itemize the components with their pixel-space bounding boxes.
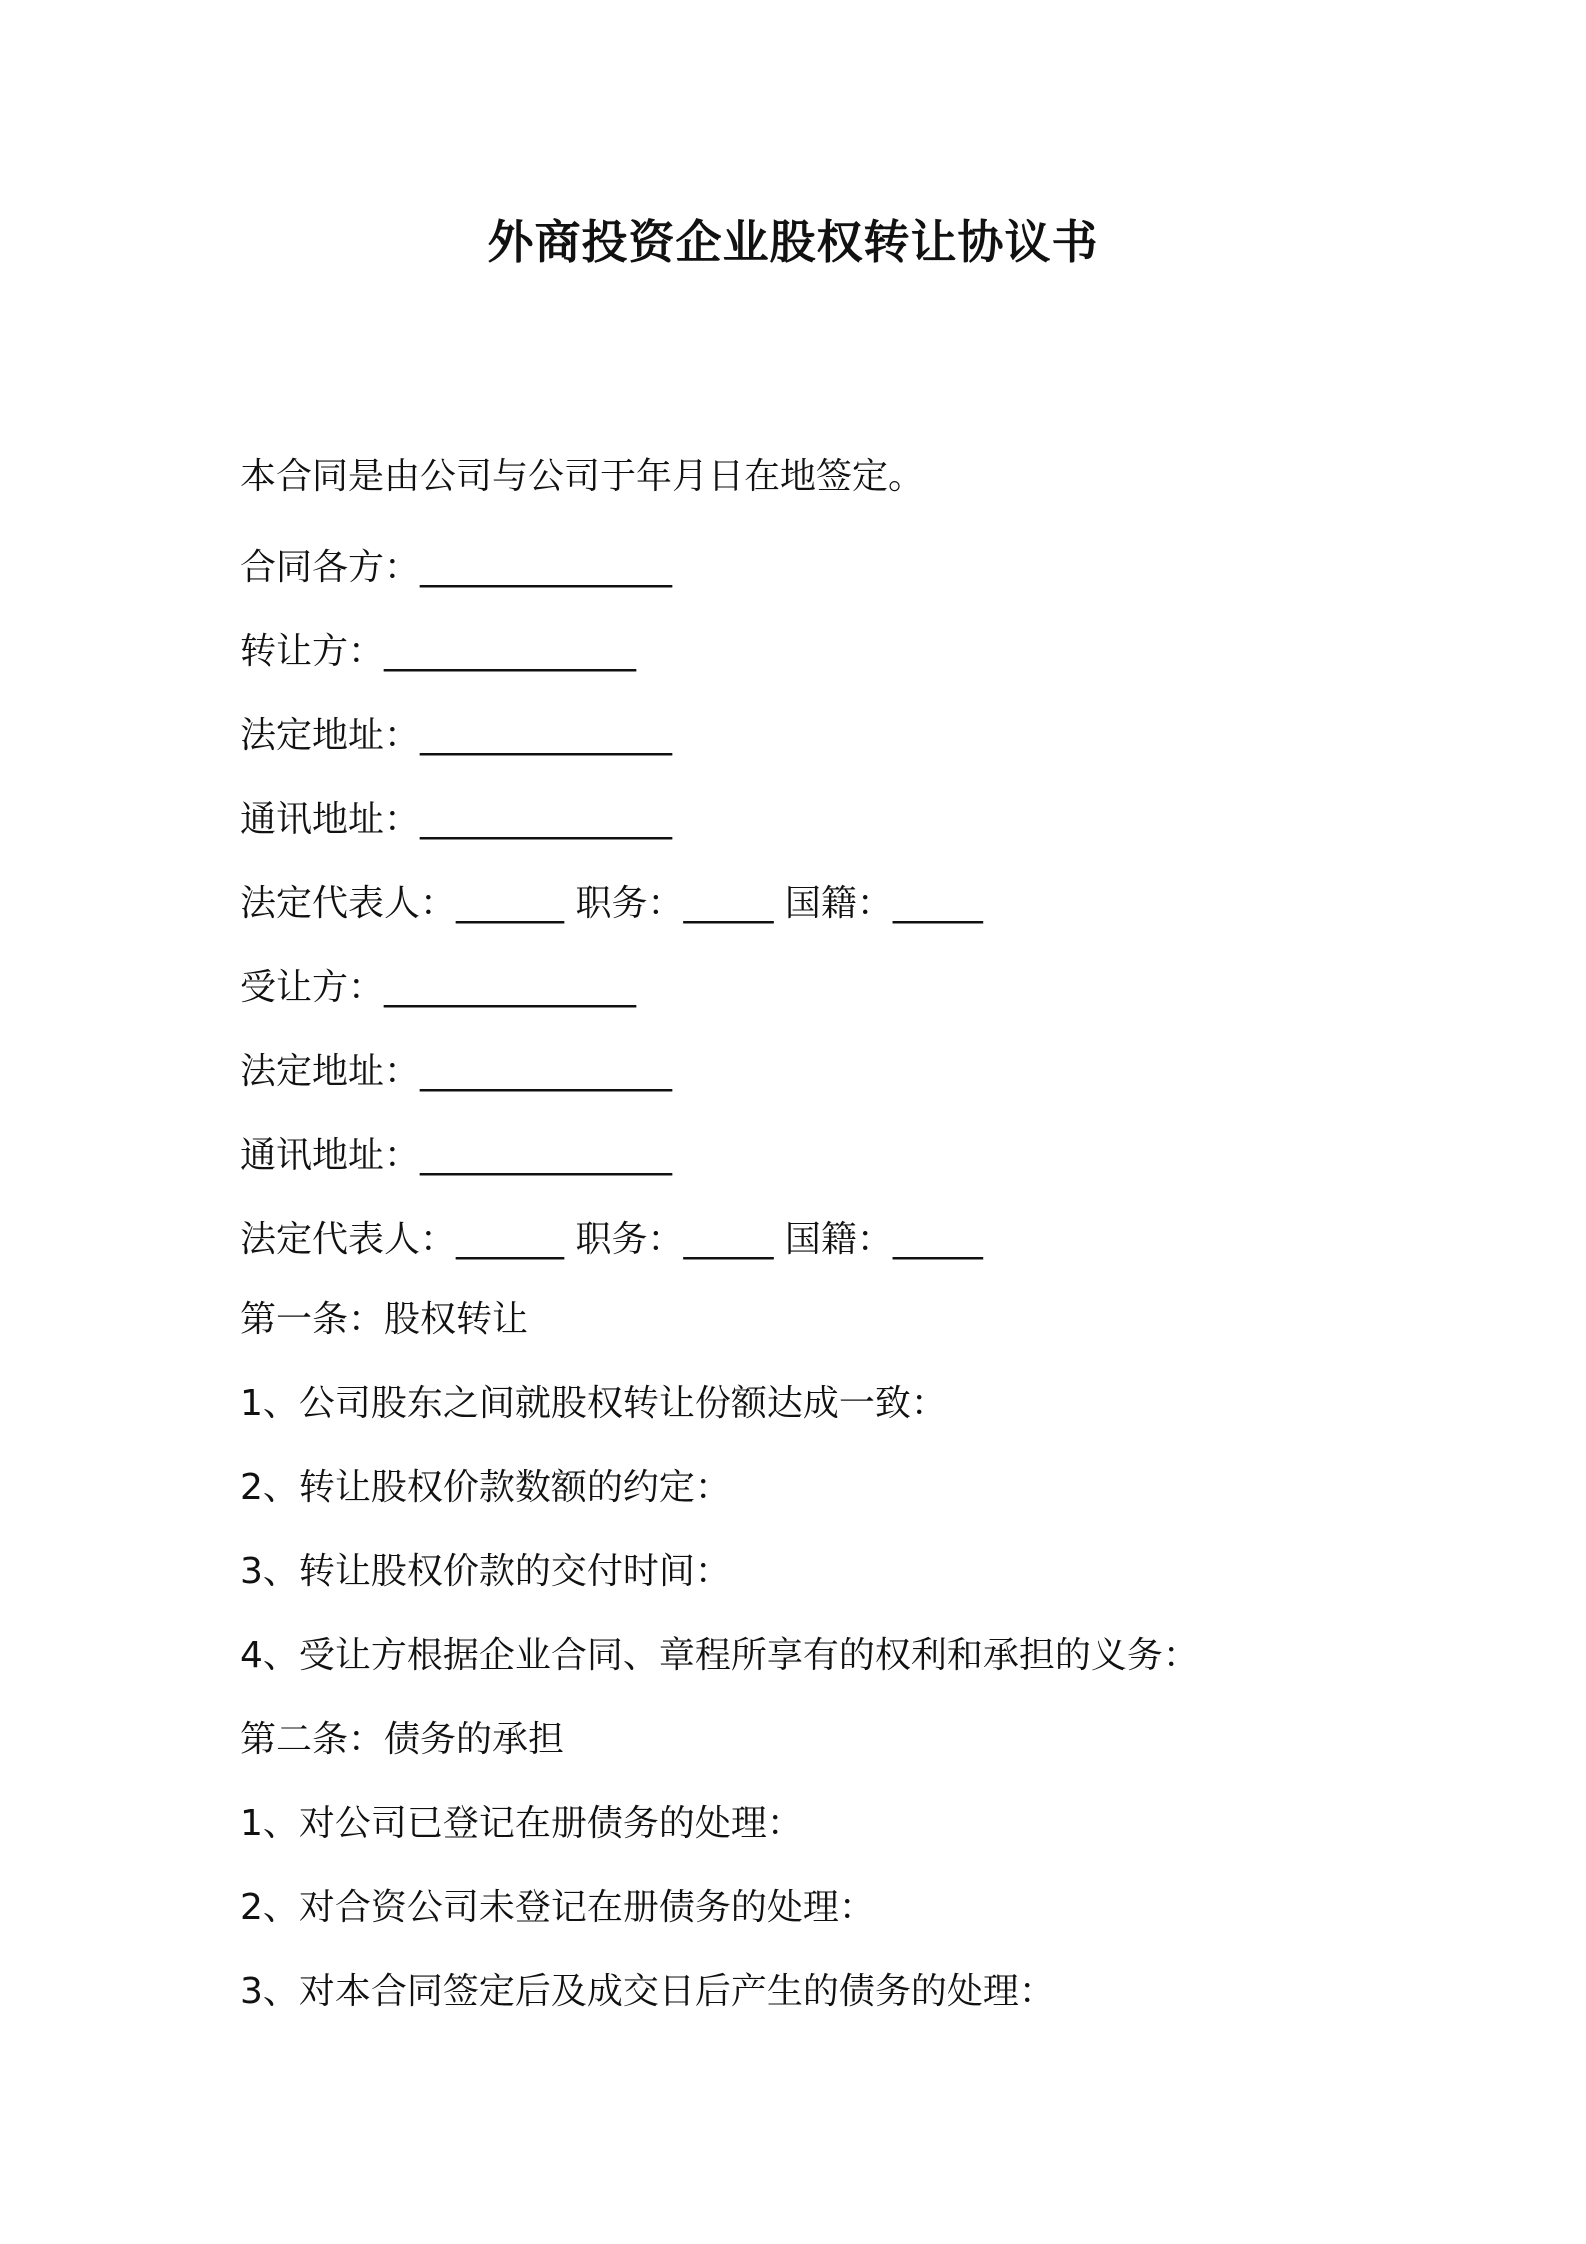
intro-line: 本合同是由公司与公司于年月日在地签定。	[240, 456, 925, 497]
article-two-item-1: 1、对公司已登记在册债务的处理：	[240, 1803, 803, 1844]
contract-parties-line: 合同各方：______________	[240, 547, 673, 588]
document-title: 外商投资企业股权转让协议书	[487, 215, 1099, 269]
transferor-legal-address-line: 法定地址：______________	[240, 715, 673, 756]
transferee-line: 受让方：______________	[240, 967, 637, 1008]
article-one-item-4: 4、受让方根据企业合同、章程所享有的权利和承担的义务：	[240, 1635, 1199, 1676]
article-one-item-2: 2、转让股权价款数额的约定：	[240, 1467, 731, 1508]
transferor-mailing-address-line: 通讯地址：______________	[240, 799, 673, 840]
transferee-representative-line: 法定代表人：______ 职务：_____ 国籍：_____	[240, 1219, 983, 1260]
transferor-line: 转让方：______________	[240, 631, 637, 672]
article-two-heading: 第二条：债务的承担	[240, 1719, 565, 1760]
article-one-item-3: 3、转让股权价款的交付时间：	[240, 1551, 731, 1592]
transferee-mailing-address-line: 通讯地址：______________	[240, 1135, 673, 1176]
article-two-item-2: 2、对合资公司未登记在册债务的处理：	[240, 1887, 875, 1928]
article-two-item-3: 3、对本合同签定后及成交日后产生的债务的处理：	[240, 1971, 1055, 2012]
transferor-representative-line: 法定代表人：______ 职务：_____ 国籍：_____	[240, 883, 983, 924]
transferee-legal-address-line: 法定地址：______________	[240, 1051, 673, 1092]
article-one-heading: 第一条：股权转让	[240, 1299, 529, 1340]
article-one-item-1: 1、公司股东之间就股权转让份额达成一致：	[240, 1383, 947, 1424]
